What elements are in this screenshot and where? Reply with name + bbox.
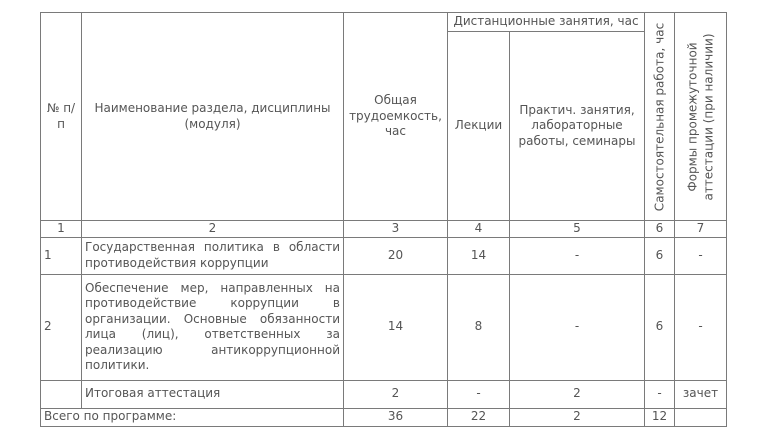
header-attestation-forms xyxy=(675,13,727,221)
header-total: Общая трудоемкость, час xyxy=(344,13,448,221)
row-name: Обеспечение мер, направленных на противодействие коррупции в организации. Основные обязанности лица (лиц), ответственных за реализацию антикоррупционной политики. xyxy=(82,274,344,380)
col-number: 4 xyxy=(448,221,510,238)
col-number: 6 xyxy=(645,221,675,238)
row-form: зачет xyxy=(675,380,727,408)
header-attestation-forms-text: Формы промежуточной аттестации (при наличии) xyxy=(685,32,715,201)
row-form: - xyxy=(675,274,727,380)
totals-row xyxy=(41,408,727,426)
row-total: 2 xyxy=(344,380,448,408)
table-row xyxy=(41,274,727,380)
row-self-study: 6 xyxy=(645,274,675,380)
col-number: 5 xyxy=(510,221,645,238)
row-name: Итоговая аттестация xyxy=(82,380,344,408)
totals-lectures: 22 xyxy=(448,408,510,426)
curriculum-table xyxy=(40,12,727,427)
header-self-study-text: Самостоятельная работа, час xyxy=(651,22,666,211)
header-self-study xyxy=(645,13,675,221)
column-numbers-row xyxy=(41,221,727,238)
row-practical: - xyxy=(510,274,645,380)
row-lectures: - xyxy=(448,380,510,408)
row-practical: 2 xyxy=(510,380,645,408)
totals-self-study: 12 xyxy=(645,408,675,426)
header-row-top xyxy=(41,13,727,32)
col-number: 3 xyxy=(344,221,448,238)
totals-total: 36 xyxy=(344,408,448,426)
table-row xyxy=(41,237,727,274)
col-number: 2 xyxy=(82,221,344,238)
totals-label: Всего по программе: xyxy=(41,408,344,426)
header-lectures: Лекции xyxy=(448,32,510,221)
row-total: 14 xyxy=(344,274,448,380)
row-num: 2 xyxy=(41,274,82,380)
row-lectures: 14 xyxy=(448,237,510,274)
col-number: 1 xyxy=(41,221,82,238)
row-num: 1 xyxy=(41,237,82,274)
row-lectures: 8 xyxy=(448,274,510,380)
row-name: Государственная политика в области противодействия коррупции xyxy=(82,237,344,274)
totals-form xyxy=(675,408,727,426)
col-number: 7 xyxy=(675,221,727,238)
row-num xyxy=(41,380,82,408)
row-total: 20 xyxy=(344,237,448,274)
row-self-study: 6 xyxy=(645,237,675,274)
totals-practical: 2 xyxy=(510,408,645,426)
table-row xyxy=(41,380,727,408)
header-num: № п/п xyxy=(41,13,82,221)
row-self-study: - xyxy=(645,380,675,408)
row-form: - xyxy=(675,237,727,274)
header-distance-group: Дистанционные занятия, час xyxy=(448,13,645,32)
header-name: Наименование раздела, дисциплины (модуля) xyxy=(82,13,344,221)
row-practical: - xyxy=(510,237,645,274)
header-practical: Практич. занятия, лабораторные работы, семинары xyxy=(510,32,645,221)
